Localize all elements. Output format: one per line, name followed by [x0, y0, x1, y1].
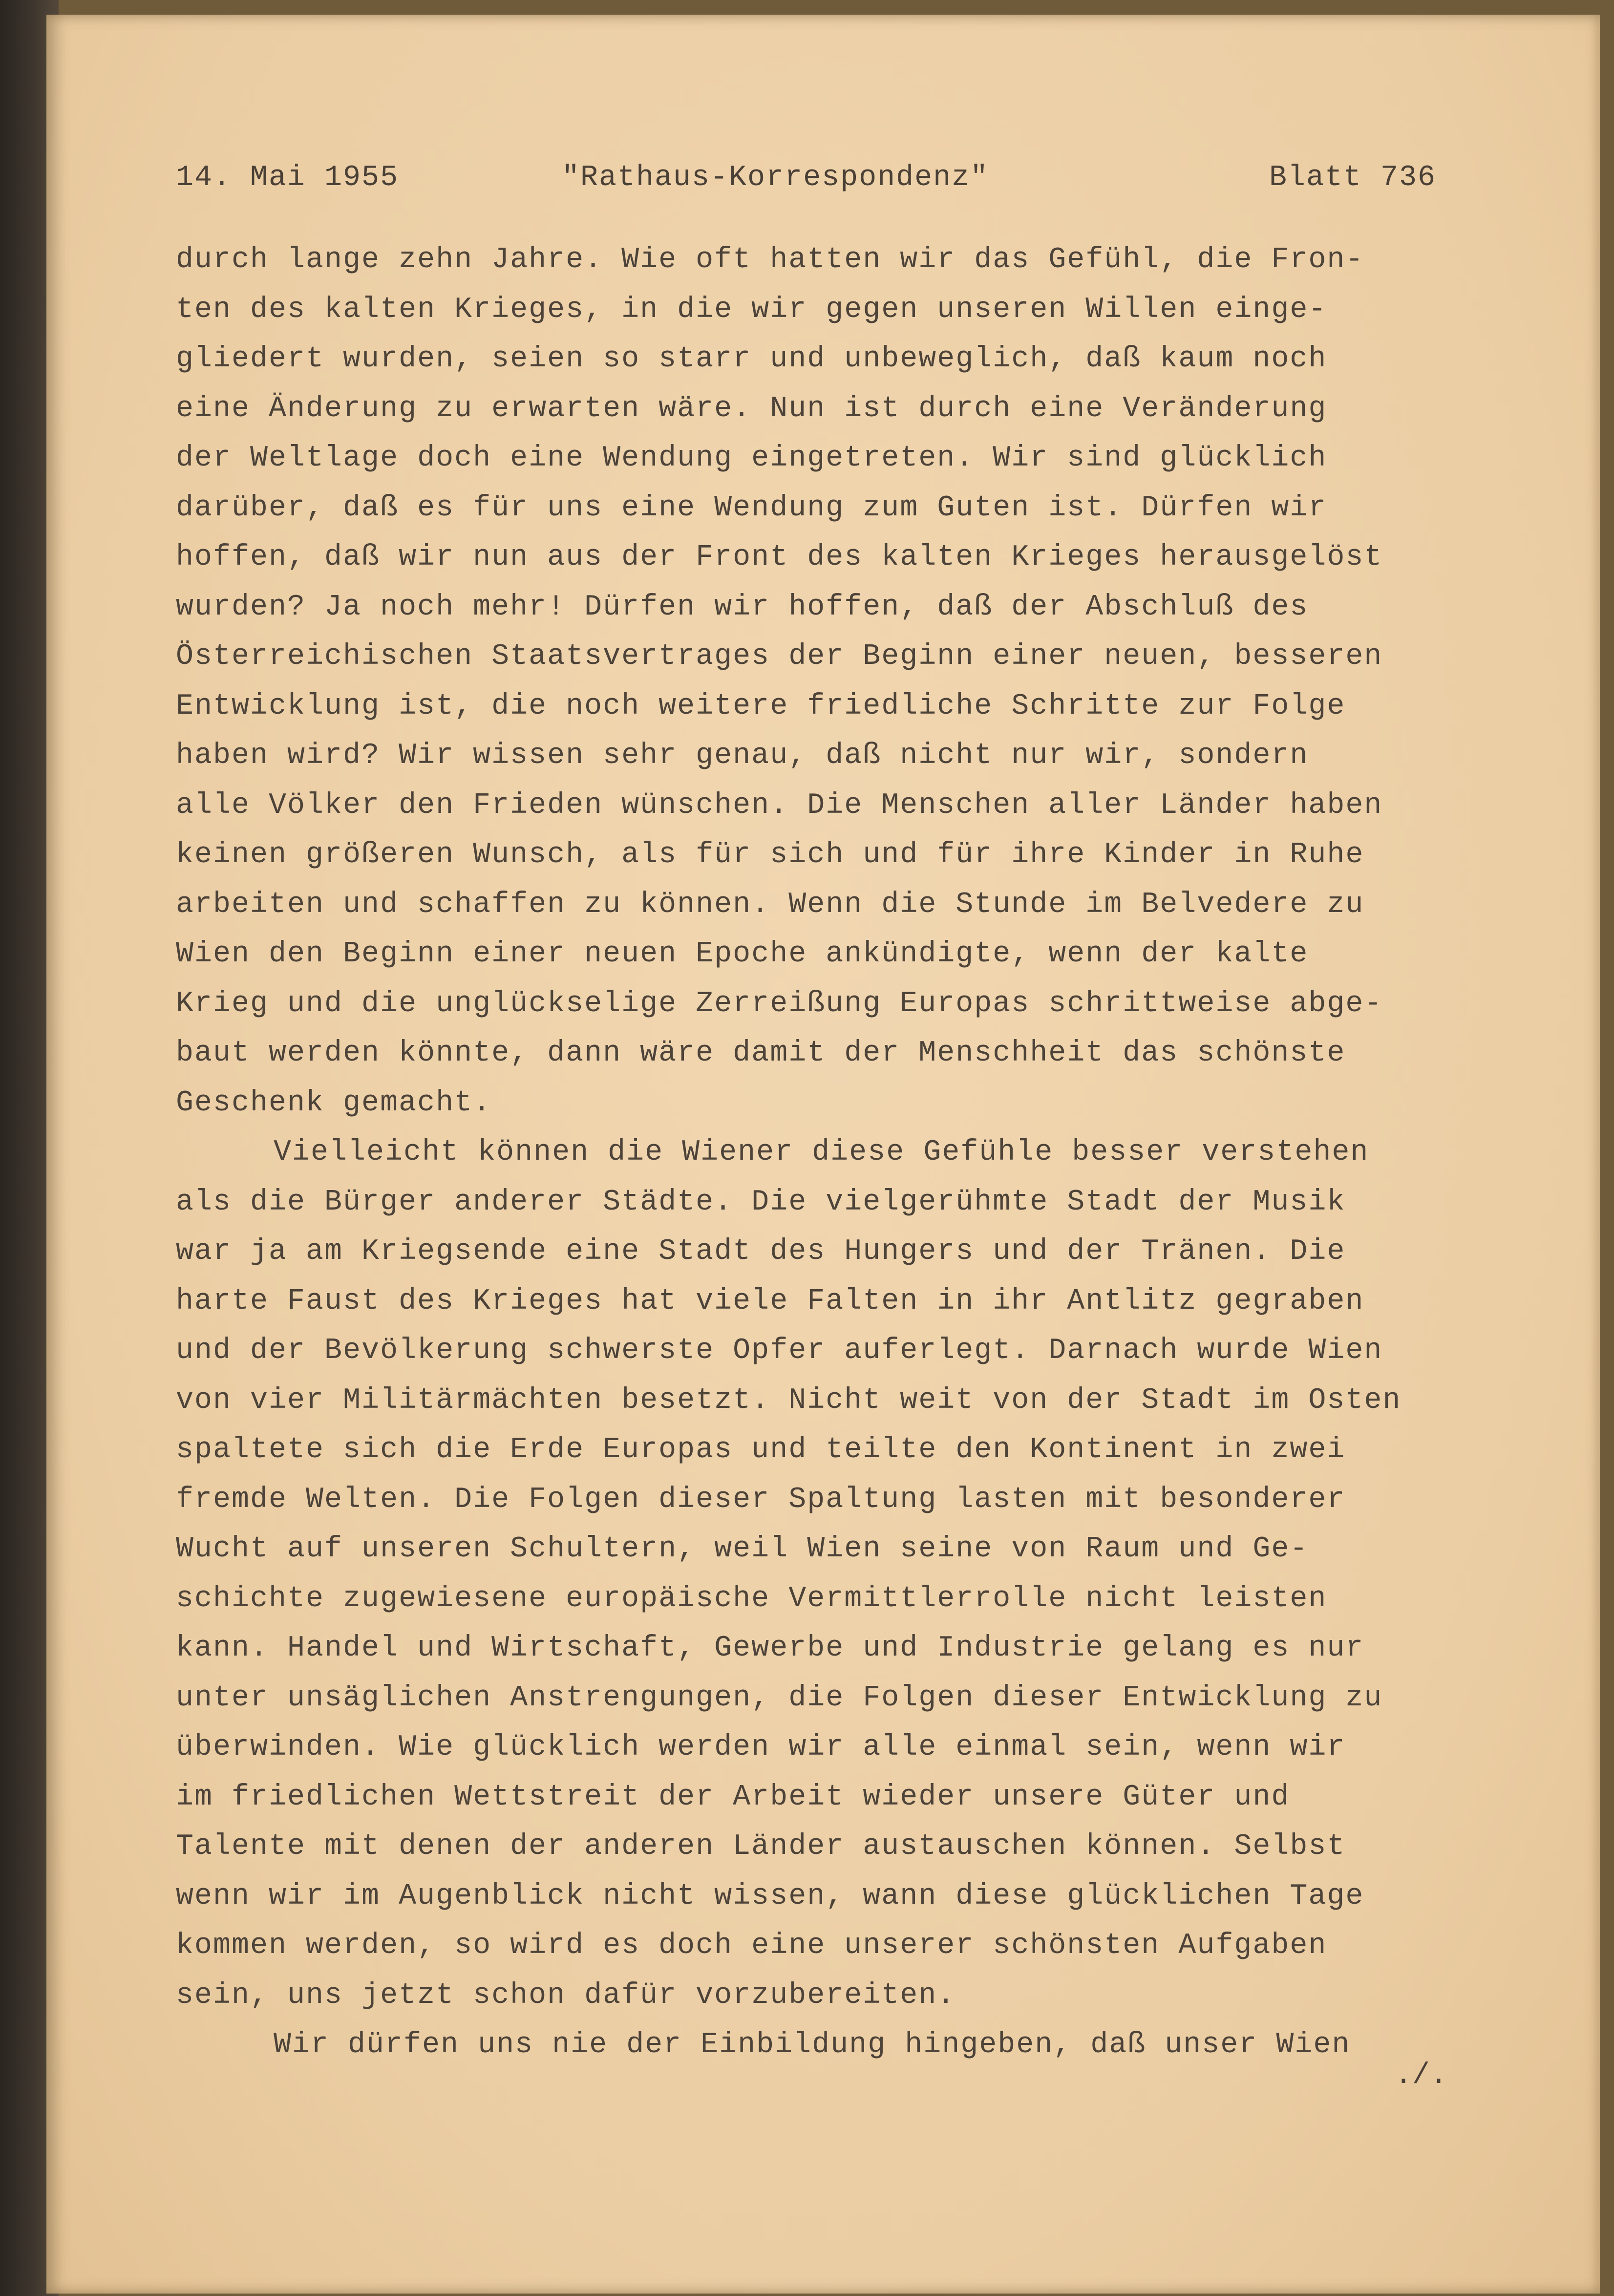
document-page [46, 15, 1600, 2294]
text-line: Geschenk gemacht. [176, 1086, 492, 1120]
text-line: Wien den Beginn einer neuen Epoche ankündigte, wenn der kalte [176, 937, 1309, 971]
text-line: und der Bevölkerung schwerste Opfer auferlegt. Darnach wurde Wien [176, 1334, 1383, 1367]
text-line: Österreichischen Staatsvertrages der Beginn einer neuen, besseren [176, 640, 1383, 673]
paragraph-start-line: Vielleicht können die Wiener diese Gefühle besser verstehen [274, 1136, 1369, 1169]
text-line: gliedert wurden, seien so starr und unbeweglich, daß kaum noch [176, 342, 1327, 376]
text-line: überwinden. Wie glücklich werden wir alle einmal sein, wenn wir [176, 1731, 1346, 1764]
text-line: als die Bürger anderer Städte. Die vielgerühmte Stadt der Musik [176, 1185, 1346, 1219]
text-line: ten des kalten Krieges, in die wir gegen unseren Willen einge- [176, 293, 1327, 326]
text-line: der Weltlage doch eine Wendung eingetreten. Wir sind glücklich [176, 442, 1327, 475]
text-line: spaltete sich die Erde Europas und teilte den Kontinent in zwei [176, 1433, 1346, 1467]
continuation-mark: ./. [1395, 2059, 1448, 2092]
text-line: kann. Handel und Wirtschaft, Gewerbe und Industrie gelang es nur [176, 1632, 1364, 1665]
text-line: kommen werden, so wird es doch eine unserer schönsten Aufgaben [176, 1929, 1327, 1962]
text-line: Wucht auf unseren Schultern, weil Wien seine von Raum und Ge- [176, 1532, 1309, 1566]
text-line: haben wird? Wir wissen sehr genau, daß nicht nur wir, sondern [176, 739, 1309, 772]
text-line: durch lange zehn Jahre. Wie oft hatten wir das Gefühl, die Fron- [176, 243, 1364, 276]
text-line: Entwicklung ist, die noch weitere friedliche Schritte zur Folge [176, 689, 1346, 723]
page-header [176, 161, 1436, 205]
text-line: hoffen, daß wir nun aus der Front des kalten Krieges herausgelöst [176, 541, 1383, 574]
text-line: darüber, daß es für uns eine Wendung zum Guten ist. Dürfen wir [176, 491, 1327, 525]
text-line: fremde Welten. Die Folgen dieser Spaltung lasten mit besonderer [176, 1483, 1346, 1516]
document-body [176, 243, 1534, 2078]
text-line: arbeiten und schaffen zu können. Wenn die Stunde im Belvedere zu [176, 888, 1364, 921]
text-line: eine Änderung zu erwarten wäre. Nun ist durch eine Veränderung [176, 392, 1327, 425]
header-title: "Rathaus-Korrespondenz" [562, 161, 989, 194]
text-line: harte Faust des Krieges hat viele Falten in ihr Antlitz gegraben [176, 1284, 1364, 1318]
text-line: Talente mit denen der anderen Länder austauschen können. Selbst [176, 1830, 1346, 1863]
header-date: 14. Mai 1955 [176, 161, 399, 194]
text-line: baut werden könnte, dann wäre damit der Menschheit das schönste [176, 1037, 1346, 1070]
text-line: war ja am Kriegsende eine Stadt des Hungers und der Tränen. Die [176, 1235, 1346, 1268]
paragraph-start-line: Wir dürfen uns nie der Einbildung hingeben, daß unser Wien [274, 2028, 1351, 2062]
text-line: wenn wir im Augenblick nicht wissen, wann diese glücklichen Tage [176, 1879, 1364, 1913]
text-line: sein, uns jetzt schon dafür vorzubereiten. [176, 1978, 956, 2012]
text-line: alle Völker den Frieden wünschen. Die Menschen aller Länder haben [176, 788, 1383, 822]
text-line: keinen größeren Wunsch, als für sich und für ihre Kinder in Ruhe [176, 838, 1364, 872]
text-line: Krieg und die unglückselige Zerreißung Europas schrittweise abge- [176, 987, 1383, 1020]
text-line: unter unsäglichen Anstrengungen, die Folgen dieser Entwicklung zu [176, 1681, 1383, 1715]
header-sheet-number: Blatt 736 [1269, 161, 1436, 194]
text-line: wurden? Ja noch mehr! Dürfen wir hoffen, daß der Abschluß des [176, 590, 1309, 624]
text-line: von vier Militärmächten besetzt. Nicht weit von der Stadt im Osten [176, 1383, 1402, 1417]
text-line: im friedlichen Wettstreit der Arbeit wieder unsere Güter und [176, 1780, 1290, 1814]
text-line: schichte zugewiesene europäische Vermittlerrolle nicht leisten [176, 1582, 1327, 1616]
